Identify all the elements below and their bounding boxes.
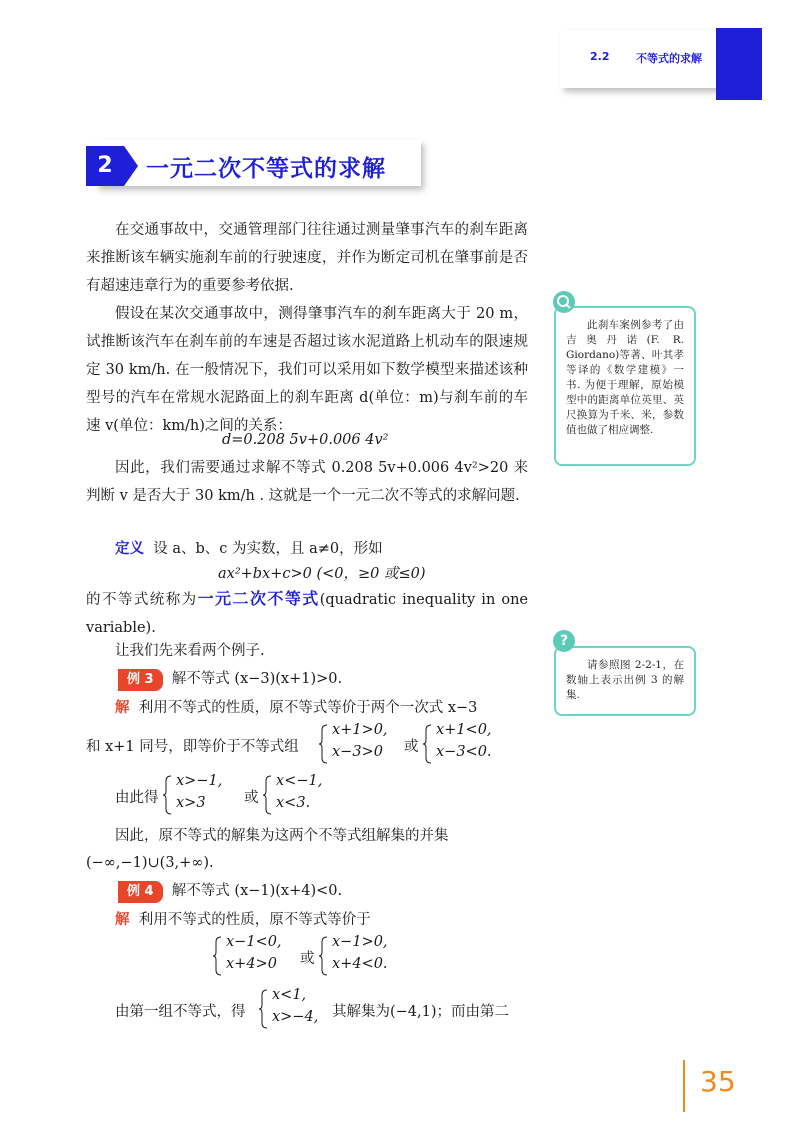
example-3-derive: 由此得 — [115, 790, 159, 806]
definition-formula: ax²+bx+c>0 (<0，≥0 或≤0) — [218, 566, 426, 582]
example-4-badge: 例 4 — [118, 881, 163, 903]
example-3-line — [118, 665, 342, 693]
system-row: x<−1, — [276, 773, 323, 789]
paragraph-intro: 在交通事故中，交通管理部门往往通过测量肇事汽车的刹车距离来推断该车辆实施刹车前的行驶速度，并作为断定司机在肇事前是否有超速违章行为的重要参考依据. — [86, 222, 528, 294]
header-section-number: 2.2 — [590, 50, 610, 63]
example-4-last-post: 其解集为(−4,1)；而由第二 — [332, 1004, 510, 1020]
section-title: 一元二次不等式的求解 — [146, 156, 386, 182]
page-number-divider — [683, 1060, 685, 1112]
definition-tail-pre: 的不等式统称为 — [86, 592, 198, 608]
system-row: x<1, — [272, 987, 307, 1003]
system-row: x−3<0. — [436, 744, 492, 760]
example-4-solution-text-1: 利用不等式的性质，原不等式等价于 — [138, 912, 371, 928]
brace-icon — [258, 989, 268, 1029]
system-row: x>−4, — [272, 1009, 319, 1025]
section-arrow-icon — [124, 146, 138, 186]
definition-line — [115, 535, 383, 563]
running-header-blue-block — [716, 28, 762, 100]
system-row: x<3. — [276, 795, 311, 811]
example-4-last-pre: 由第一组不等式，得 — [115, 1004, 246, 1020]
paragraph-model: 假设在某次交通事故中，测得肇事汽车的刹车距离大于 20 m，试推断该汽车在刹车前的车速是否超过该水泥道路上机动车的限速规定 30 km/h. 在一般情况下，我们可以采用如下数学模型来描述该种型号的汽车在常规水泥路面上的刹车距离 d(单位：m)与刹车前的车速 v(单位：km/h)之间的关系： — [86, 306, 528, 434]
system-row: x−3>0 — [332, 744, 383, 760]
formula-braking-distance: d=0.208 5v+0.006 4v² — [222, 432, 389, 448]
system-row: x−1>0, — [332, 934, 388, 950]
definition-label: 定义 — [115, 541, 144, 557]
or-word: 或 — [300, 951, 315, 967]
definition-tail-post: (quadratic inequality in one variable). — [86, 592, 528, 636]
system-row: x>−1, — [176, 773, 223, 789]
definition-term: 一元二次不等式 — [197, 589, 320, 608]
paragraph-inequality: 因此，我们需要通过求解不等式 0.208 5v+0.006 4v²>20 来判断 v 是否大于 30 km/h . 这就是一个一元二次不等式的求解问题. — [86, 460, 528, 504]
example-4-problem: 解不等式 (x−1)(x+4)<0. — [171, 883, 343, 899]
side-note-question-text: 请参照图 2-2-1，在数轴上表示出例 3 的解集. — [566, 659, 684, 701]
question-icon: ? — [553, 630, 575, 652]
brace-icon — [422, 724, 432, 764]
example-3-solution-text-2: 和 x+1 同号，即等价于不等式组 — [86, 739, 299, 755]
or-word: 或 — [244, 790, 259, 806]
example-3-solution-text-1: 利用不等式的性质，原不等式等价于两个一次式 x−3 — [138, 700, 478, 716]
system-row: x+1>0, — [332, 722, 388, 738]
system-row: x>3 — [176, 795, 206, 811]
side-note-reference-text: 此刹车案例参考了由吉奥丹诺(F. R. Giordano)等著、叶其孝等译的《数学建模》一书. 为便于理解，原始模型中的距离单位英里、英尺换算为千米、米，参数值也做了相应调整. — [566, 319, 684, 436]
search-icon — [553, 291, 575, 313]
page-number: 35 — [700, 1065, 736, 1098]
example-4-solution-line-1 — [115, 906, 371, 934]
intro-examples: 让我们先来看两个例子. — [115, 643, 265, 659]
definition-tail — [86, 585, 528, 642]
section-number: 2 — [86, 146, 124, 186]
system-row: x+4>0 — [226, 956, 277, 972]
brace-icon — [262, 775, 272, 815]
header-section-title: 不等式的求解 — [636, 52, 702, 65]
example-4-line — [118, 877, 342, 905]
example-3-conclusion-1: 因此，原不等式的解集为这两个不等式组解集的并集 — [115, 828, 449, 844]
system-row: x+1<0, — [436, 722, 492, 738]
example-3-solution-line-1 — [115, 694, 477, 722]
system-row: x+4<0. — [332, 956, 388, 972]
example-3-badge: 例 3 — [118, 669, 163, 691]
brace-icon — [162, 775, 172, 815]
or-word: 或 — [404, 739, 419, 755]
definition-text: 设 a、b、c 为实数，且 a≠0，形如 — [153, 541, 383, 557]
solution-label: 解 — [115, 912, 130, 928]
example-3-problem: 解不等式 (x−3)(x+1)>0. — [171, 671, 343, 687]
brace-icon — [318, 936, 328, 976]
brace-icon — [212, 936, 222, 976]
example-3-conclusion-2: (−∞,−1)∪(3,+∞). — [86, 855, 214, 871]
solution-label: 解 — [115, 700, 130, 716]
system-row: x−1<0, — [226, 934, 282, 950]
brace-icon — [318, 724, 328, 764]
